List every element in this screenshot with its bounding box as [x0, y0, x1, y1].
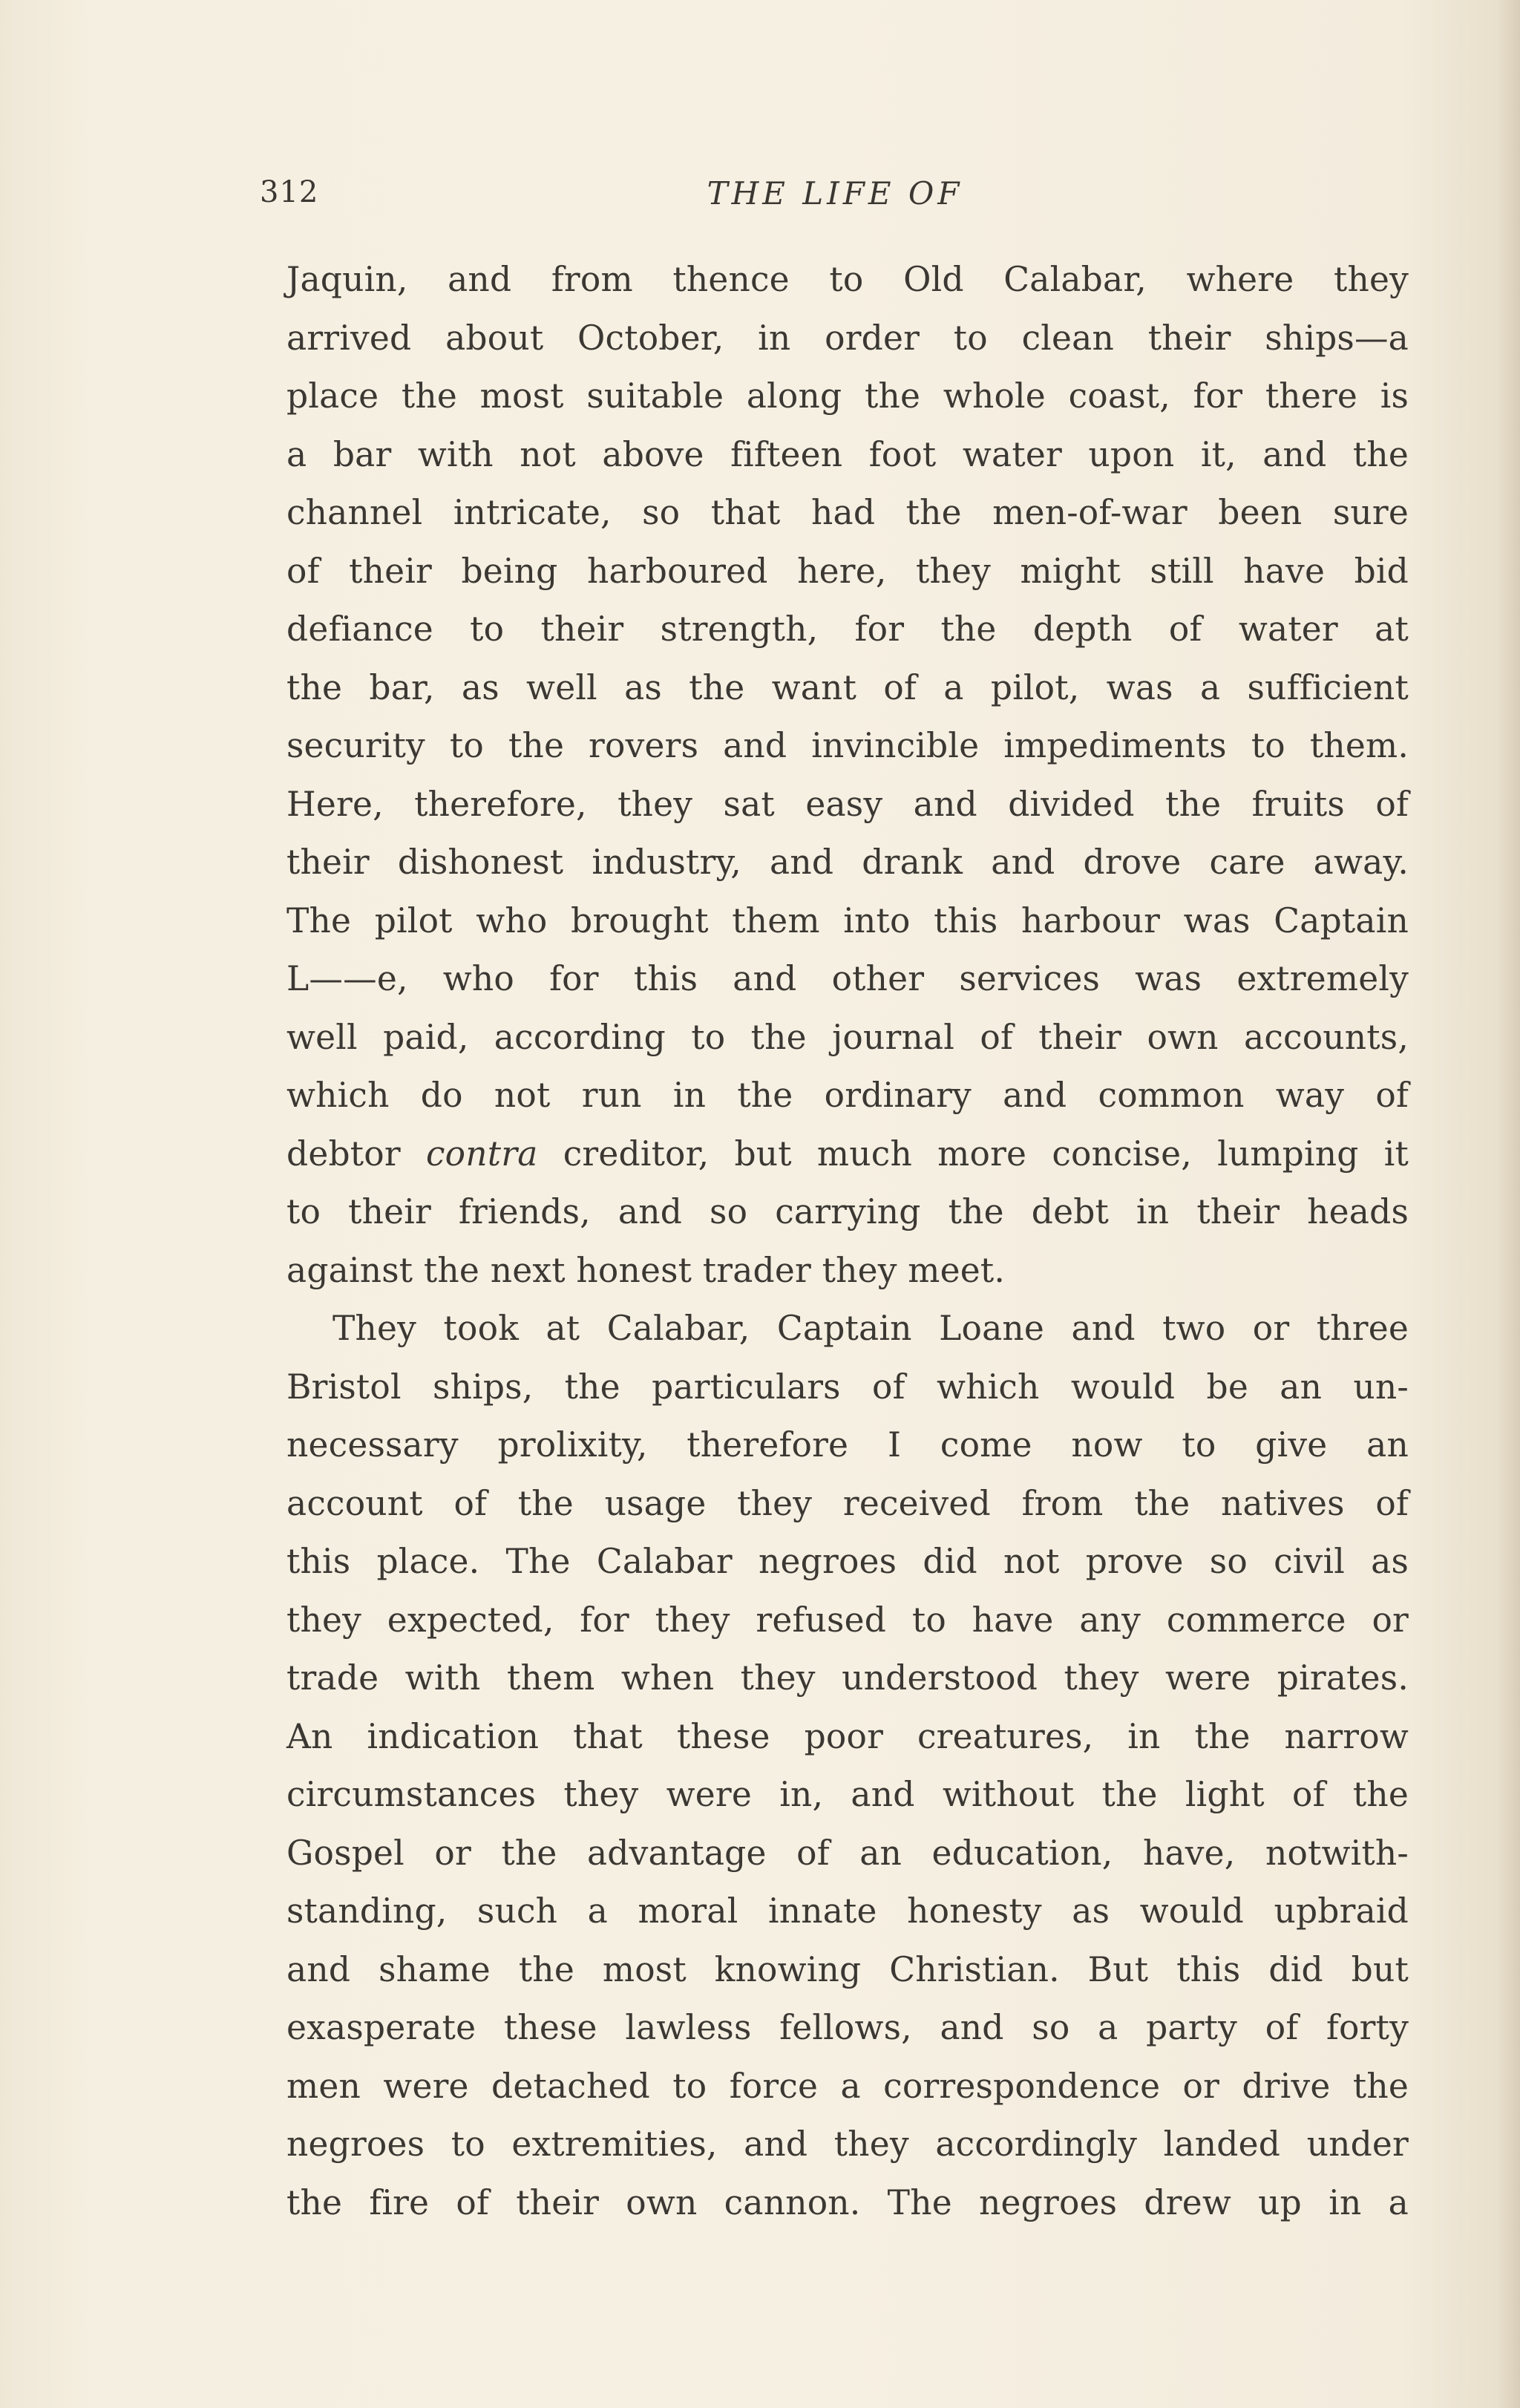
text-line: men were detached to force a correspondence or drive the: [286, 2066, 1409, 2106]
text-line: The pilot who brought them into this harbour was Captain: [286, 900, 1409, 940]
text-line: of their being harboured here, they might still have bid: [286, 551, 1409, 591]
text-line: exasperate these lawless fellows, and so a party of forty: [286, 2008, 1409, 2047]
text-line: they expected, for they refused to have any commerce or: [286, 1600, 1409, 1640]
text-line: place the most suitable along the whole coast, for there is: [286, 376, 1409, 416]
text-line: negroes to extremities, and they accordingly landed under: [286, 2124, 1409, 2164]
text-line: trade with them when they understood they were pirates.: [286, 1658, 1409, 1698]
text-line: circumstances they were in, and without the light of the: [286, 1775, 1409, 1814]
text-line: L——e, who for this and other services was extremely: [286, 959, 1409, 998]
text-line: the fire of their own cannon. The negroes drew up in a: [286, 2182, 1409, 2222]
text-line: a bar with not above fifteen foot water upon it, and the: [286, 434, 1409, 474]
text-line: their dishonest industry, and drank and drove care away.: [286, 843, 1409, 882]
text-segment: creditor, but much more concise, lumping it: [563, 1133, 1409, 1174]
text-line: standing, such a moral innate honesty as would upbraid: [286, 1891, 1409, 1931]
page-edge-shadow: [1498, 0, 1520, 2408]
text-line: necessary prolixity, therefore I come now to give an: [286, 1425, 1409, 1465]
text-line: channel intricate, so that had the men-of-war been sure: [286, 493, 1409, 532]
italic-word: contra: [426, 1133, 538, 1174]
text-line: and shame the most knowing Christian. But this did but: [286, 1949, 1409, 1989]
text-line: this place. The Calabar negroes did not prove so civil as: [286, 1542, 1409, 1581]
text-line: to their friends, and so carrying the debt in their heads: [286, 1192, 1409, 1231]
running-title: THE LIFE OF: [707, 175, 963, 212]
text-line: An indication that these poor creatures, in the narrow: [286, 1716, 1409, 1756]
text-line: They took at Calabar, Captain Loane and two or three: [332, 1309, 1409, 1348]
text-line: the bar, as well as the want of a pilot, was a sufficient: [286, 667, 1409, 707]
text-line: against the next honest trader they meet.: [286, 1250, 1006, 1290]
text-line: account of the usage they received from the natives of: [286, 1483, 1409, 1523]
text-line: defiance to their strength, for the depth of water at: [286, 609, 1409, 649]
text-line: well paid, according to the journal of their own accounts,: [286, 1017, 1409, 1057]
page-number: 312: [260, 175, 319, 209]
text-segment: debtor: [286, 1133, 401, 1174]
text-line: Jaquin, and from thence to Old Calabar, where they: [286, 260, 1409, 299]
text-line: Gospel or the advantage of an education, have, notwith-: [286, 1833, 1409, 1873]
text-line: Bristol ships, the particulars of which would be an un-: [286, 1367, 1409, 1407]
text-line-with-italic: [286, 1125, 1409, 1184]
text-line: Here, therefore, they sat easy and divided the fruits of: [286, 784, 1409, 824]
body-text: [286, 251, 1409, 2232]
running-header: [260, 175, 1410, 220]
text-line: security to the rovers and invincible impediments to them.: [286, 726, 1409, 765]
text-line: which do not run in the ordinary and common way of: [286, 1076, 1409, 1115]
text-line: arrived about October, in order to clean their ships—a: [286, 318, 1409, 358]
